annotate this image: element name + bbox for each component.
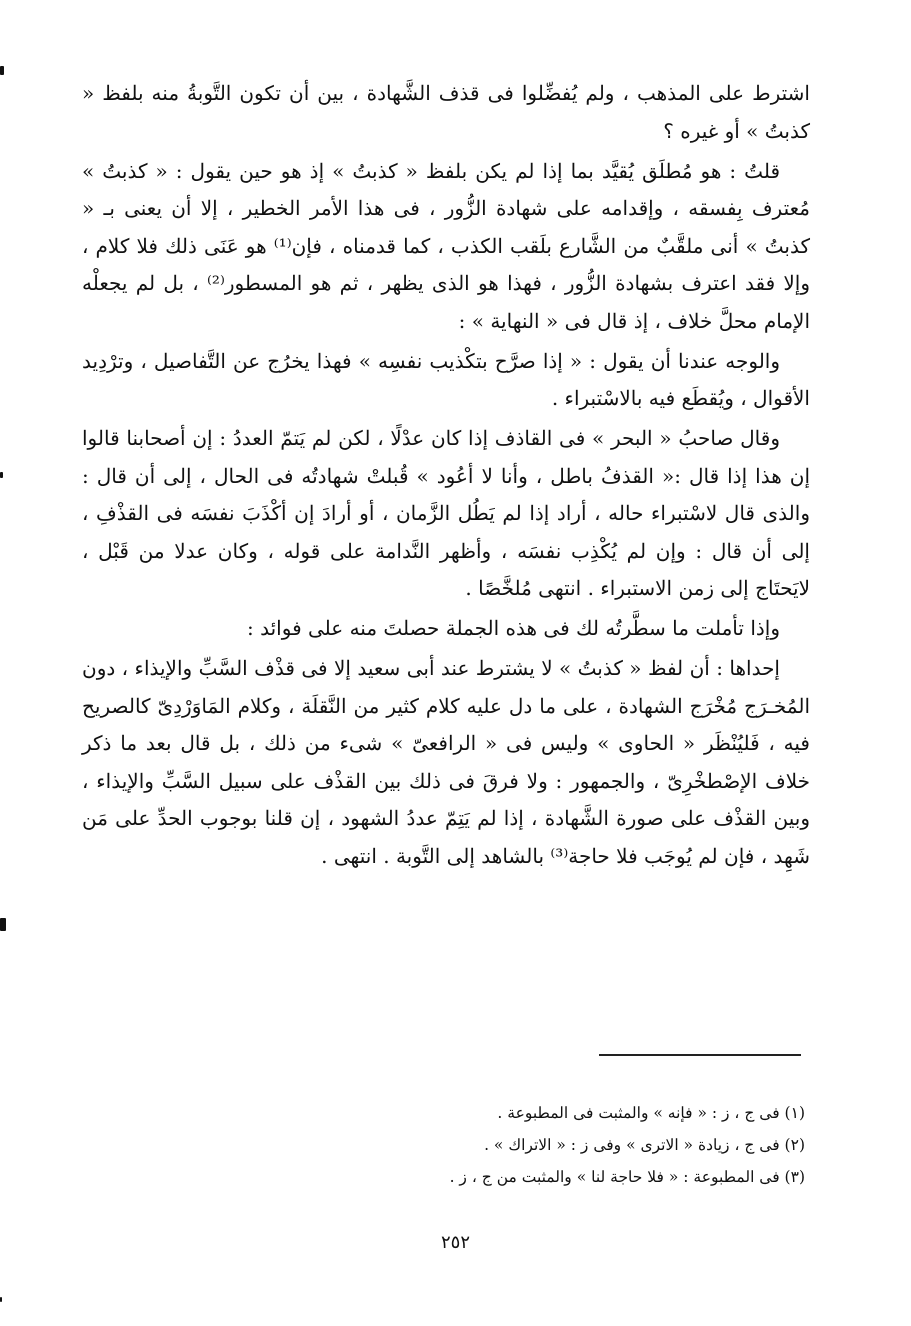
footnotes: [300, 1097, 805, 1193]
footnote: (١) فى ج ، ز : « فإنه » والمثبت فى المطبوعة .: [497, 1104, 805, 1122]
scan-edge-mark: [0, 472, 3, 478]
paragraph: والوجه عندنا أن يقول : « إذا صرَّح بتكْذيب نفسِه » فهذا يخرُج عن التَّفاصيل ، وترْدِيد الأقوال ، ويُقطَع فيه بالاسْتبراء .: [82, 348, 810, 410]
paragraph: قلتُ : هو مُطلَق يُقيَّد بما إذا لم يكن بلفظ « كذبتُ » إذ هو حين يقول : « كذبتُ » مُعترف بِفسقه ، وإقدامه على شهادة الزُّور ، فى هذا الأمر الخطير ، إلا أن يعنى بـ « كذبتُ » أنى ملقَّبٌ من الشَّارع بلَقب الكذب ، كما قدمناه ، فإن⁽¹⁾ هو عَنَى ذلك فلا كلام ، وإلا فقد اعترف بشهادة الزُّور ، فهذا هو الذى يظهر ، ثم هو المسطور⁽²⁾ ، بل لم يجعلْه الإمام محلَّ خلاف ، إذ قال فى « النهاية » :: [82, 158, 810, 333]
page-number: ٢٥٢: [440, 1232, 470, 1253]
footnote: (٢) فى ج ، زيادة « الاترى » وفى ز : « الاتراك » .: [484, 1136, 805, 1154]
scan-edge-mark: [0, 66, 4, 75]
scan-edge-mark: [0, 1297, 2, 1302]
paragraph: إحداها : أن لفظ « كذبتُ » لا يشترط عند أبى سعيد إلا فى قذْف السَّبِّ والإيذاء ، دون المُخـرَج مُخْرَج الشهادة ، على ما دل عليه كلام كثير من النَّقلَة ، وكلام المَاوَرْدِىّ كالصريح فيه ، فَليُنْظَر « الحاوى » وليس فى « الرافعىّ » شىء من ذلك ، بل قال بعد ما ذكر خلاف الإصْطخْرِىّ ، والجمهور : ولا فرقَ فى ذلك بين القذْف على سبيل السَّبِّ والإيذاء ، وبين القذْف على صورة الشَّهادة ، إذا لم يَتِمّ عددُ الشهود ، إن قلنا بوجوب الحدِّ على مَن شَهِد ، فإن لم يُوجَب فلا حاجة⁽³⁾ بالشاهد إلى التَّوبة . انتهى .: [82, 656, 810, 868]
paragraph: اشترط على المذهب ، ولم يُفضِّلوا فى قذف الشَّهادة ، بين أن تكون التَّوبةُ منه بلفظ « كذبتُ » أو غيره ؟: [82, 81, 810, 143]
scan-edge-mark: [0, 918, 6, 931]
footnote-separator: [599, 1054, 801, 1056]
footnote: (٣) فى المطبوعة : « فلا حاجة لنا » والمثبت من ج ، ز .: [449, 1168, 805, 1186]
paragraph: وقال صاحبُ « البحر » فى القاذف إذا كان عدْلًا ، لكن لم يَتمّ العددُ : إن أصحابنا قالوا إن هذا إذا قال :« القذفُ باطل ، وأنا لا أعُود » قُبلتْ شهادتُه فى الحال ، إلى أن قال : والذى قال لاسْتبراء حاله ، أراد إذا لم يَطُل الزَّمان ، أو أرادَ إن أكْذَبَ نفسَه فى القذْفِ ، إلى أن قال : وإن لم يُكْذِب نفسَه ، وأظهر النَّدامة على قوله ، وكان عدلا من قَبْل ، لايَحتَاج إلى زمن الاستبراء . انتهى مُلخَّصًا .: [82, 426, 810, 600]
main-text: [82, 75, 810, 878]
paragraph: وإذا تأملت ما سطَّرتُه لك فى هذه الجملة حصلتَ منه على فوائد :: [247, 616, 780, 640]
